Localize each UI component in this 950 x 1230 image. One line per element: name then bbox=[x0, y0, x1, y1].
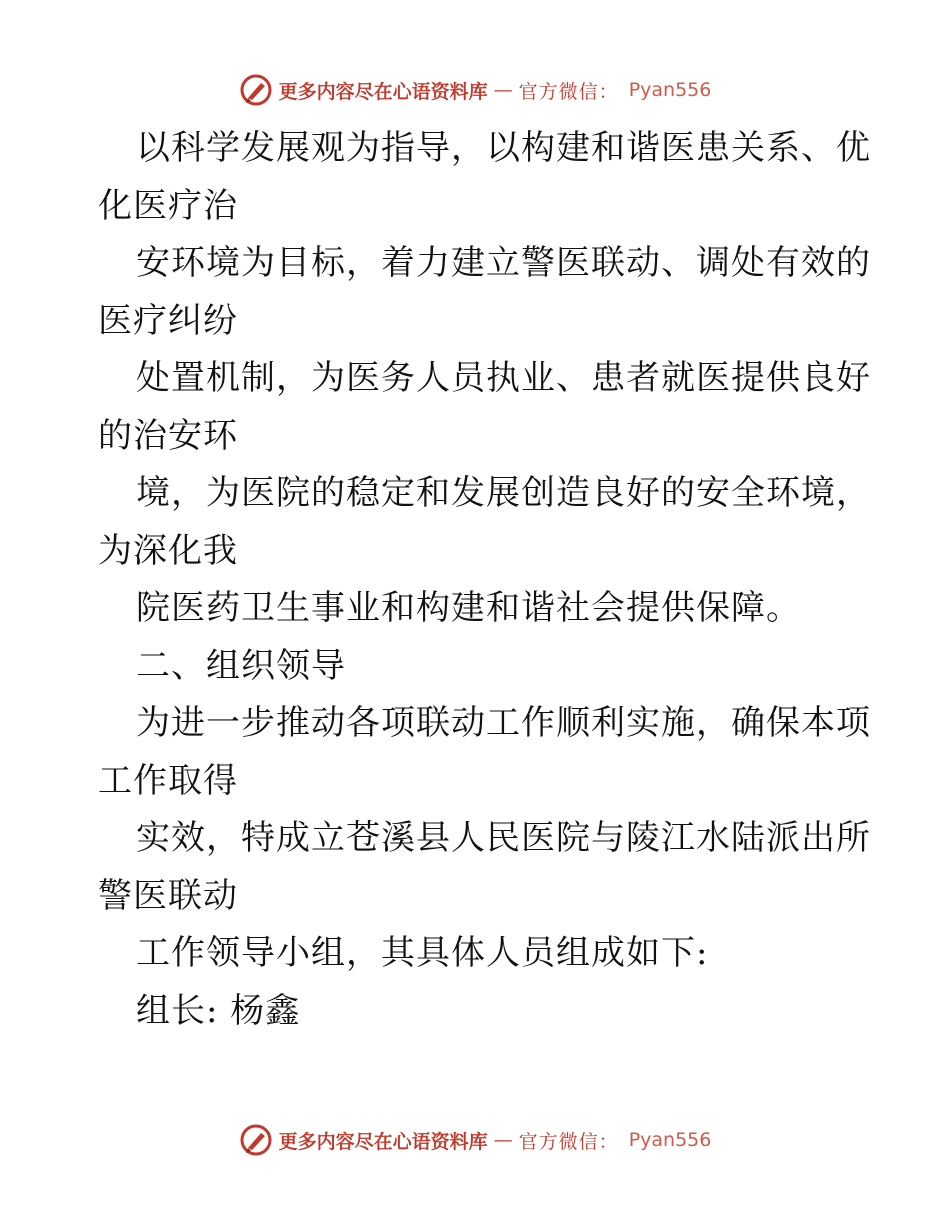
footer-dash: — bbox=[493, 1129, 513, 1151]
body-line: 警医联动 bbox=[98, 875, 238, 916]
footer-brand-text: 更多内容尽在心语资料库 bbox=[278, 1130, 488, 1153]
body-line: 境，为医院的稳定和发展创造良好的安全环境， bbox=[136, 473, 871, 513]
body-line: 医疗纠纷 bbox=[98, 300, 238, 341]
document-body bbox=[98, 120, 871, 1040]
header-wechat-handle: Pyan556 bbox=[628, 79, 712, 101]
header-brand-text: 更多内容尽在心语资料库 bbox=[278, 80, 488, 103]
header-wechat-label: 官方微信： bbox=[518, 80, 619, 103]
body-line: 实效，特成立苍溪县人民医院与陵江水陆派出所 bbox=[136, 818, 871, 858]
header-watermark-banner bbox=[0, 70, 950, 110]
pen-logo-icon bbox=[239, 73, 273, 107]
body-line: 化医疗治 bbox=[98, 185, 238, 226]
body-line: 工作取得 bbox=[98, 760, 238, 801]
body-line: 的治安环 bbox=[98, 415, 238, 456]
body-line: 为进一步推动各项联动工作顺利实施，确保本项 bbox=[136, 703, 871, 743]
body-line: 为深化我 bbox=[98, 530, 238, 571]
body-line: 安环境为目标，着力建立警医联动、调处有效的 bbox=[136, 243, 871, 283]
body-line: 工作领导小组，其具体人员组成如下: bbox=[136, 933, 709, 973]
pen-logo-icon bbox=[239, 1123, 273, 1157]
section-heading: 二、组织领导 bbox=[136, 645, 346, 686]
footer-watermark-banner bbox=[0, 1120, 950, 1160]
body-line: 以科学发展观为指导，以构建和谐医患关系、优 bbox=[136, 128, 871, 168]
header-dash: — bbox=[493, 79, 513, 101]
footer-wechat-handle: Pyan556 bbox=[628, 1129, 712, 1151]
body-line: 院医药卫生事业和构建和谐社会提供保障。 bbox=[136, 588, 801, 628]
footer-wechat-label: 官方微信： bbox=[518, 1130, 619, 1153]
team-leader-line: 组长: 杨鑫 bbox=[136, 990, 301, 1031]
body-line: 处置机制，为医务人员执业、患者就医提供良好 bbox=[136, 358, 871, 398]
